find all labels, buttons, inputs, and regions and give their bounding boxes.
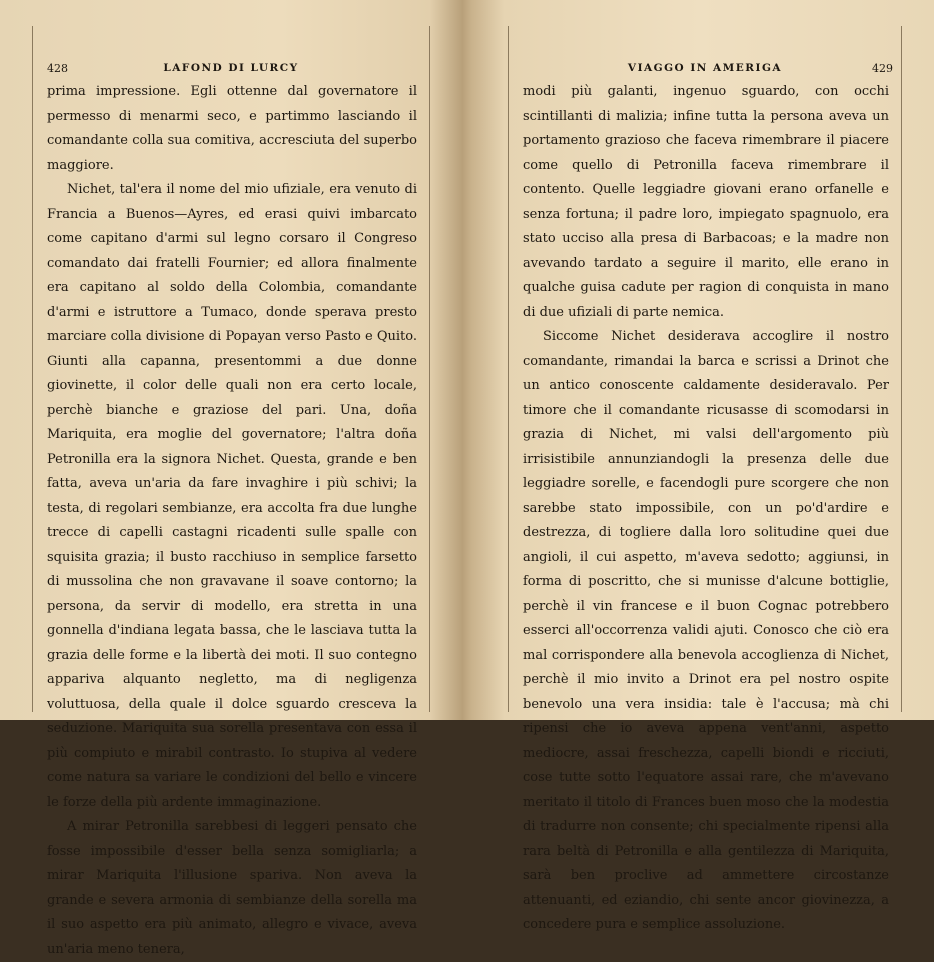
right-page-header: [509, 62, 901, 78]
left-page-text: [47, 80, 417, 962]
left-page-header: [33, 62, 429, 78]
left-page: [0, 0, 466, 957]
right-page-text: [523, 80, 889, 938]
paragraph: A mirar Petronilla sarebbesi di leggeri pensato che fosse impossibile d'esser bella senza somigliarla; a mirar Mariquita l'illusione spariva. Non aveva la grande e severa armonia di sembianze della sorella ma il suo aspetto era più animato, allegro e vivace, aveva un'aria meno tenera,: [47, 819, 417, 957]
page-number: 428: [47, 62, 68, 75]
right-page-frame: [508, 26, 902, 932]
paragraph: prima impressione. Egli ottenne dal governatore il permesso di menarmi seco, e partimmo lasciando il comandante colla sua comitiva, accresciuta del superbo maggiore.: [47, 84, 417, 173]
running-head: LAFOND DI LURCY: [163, 62, 299, 74]
running-head: VIAGGO IN AMERIGA: [627, 62, 783, 74]
paragraph: Siccome Nichet desiderava accoglire il nostro comandante, rimandai la barca e scrissi a Drinot che un antico conoscente caldamente desideravalo. Per timore che il comandante ricusasse di scomodarsi in grazia di Nichet, mi valsi dell'argomento più irrisistibile annunziandogli la presenza delle due leggiadre sorelle, e facendogli pure scorgere che non sarebbe stato impossibile, con un po'd'ardire e destrezza, di togliere dalla loro solitudine quei due angioli, il cui aspetto, m'aveva sedotto; aggiunsi, in forma di poscritto, che si munisse d'alcune bottiglie, perchè il vin francese e il buon Cognac potrebbero esserci all'occorrenza validi ajuti. Conosco che ciò era mal corrispondere alla benevola accoglienza di Nichet, perchè il mio invito a Drinot era pel nostro ospite benevolo una vera insidia: tale è l'accusa; mà chi ripensi che io aveva appena vent'anni, aspetto mediocre, assai freschezza, capelli biondi e ricciuti, cose tutte sotto l'equatore assai rare, che m'avevano meritato il titolo di Frances buen moso che la modestia di tradurre non consente; chi specialmente ripensi alla rara beltà di Petronilla e alla gentilezza di Mariquita, sarà ben proclive ad ammettere circostanze attenuanti, ed eziandio, chi sente ancor giovinezza, a concedere pura e semplice assoluzione.: [523, 329, 889, 932]
page-number: 429: [872, 62, 893, 75]
paragraph: Nichet, tal'era il nome del mio ufiziale, era venuto di Francia a Buenos—Ayres, ed erasi quivi imbarcato come capitano d'armi sul legno corsaro il Congreso comandato dai fratelli Fournier; ed allora finalmente era capitano al soldo della Colombia, comandante d'armi e istruttore a Tumaco, donde sperava presto marciare colla divisione di Popayan verso Pasto e Quito. Giunti alla capanna, presentommi a due donne giovinette, il color delle quali non era certo locale, perchè bianche e graziose del pari. Una, doña Mariquita, era moglie del governatore; l'altra doña Petronilla era la signora Nichet. Questa, grande e ben fatta, aveva un'aria da fare invaghire i più schivi; la testa, di regolari sembianze, era accolta fra due lunghe trecce di capelli castagni ricadenti sulle spalle con squisita grazia; il busto racchiuso in semplice farsetto di mussolina che non gravavane il soave contorno; la persona, da servir di modello, era stretta in una gonnella d'indiana legata bassa, che le lasciava tutta la grazia delle forme e la libertà dei moti. Il suo contegno appariva alquanto negletto, ma di negligenza voluttuosa, della quale il dolce sguardo cresceva la seduzione. Mariquita sua sorella presentava con essa il più compiuto e mirabil contrasto. Io stupiva al vedere come natura sa variare le condizioni del bello e vincere le forze della più ardente immaginazione.: [47, 182, 417, 810]
right-page: [468, 0, 934, 932]
left-page-frame: [32, 26, 430, 957]
paragraph: modi più galanti, ingenuo sguardo, con occhi scintillanti di malizia; infine tutta la persona aveva un portamento grazioso che faceva rimembrare il piacere come quello di Petronilla faceva rimembrare il contento. Quelle leggiadre giovani erano orfanelle e senza fortuna; il padre loro, impiegato spagnuolo, era stato ucciso alla presa di Barbacoas; e la madre non avevando tardato a seguire il marito, elle erano in qualche guisa cadute per ragion di conquista in mano di due ufiziali di parte nemica.: [523, 84, 889, 320]
